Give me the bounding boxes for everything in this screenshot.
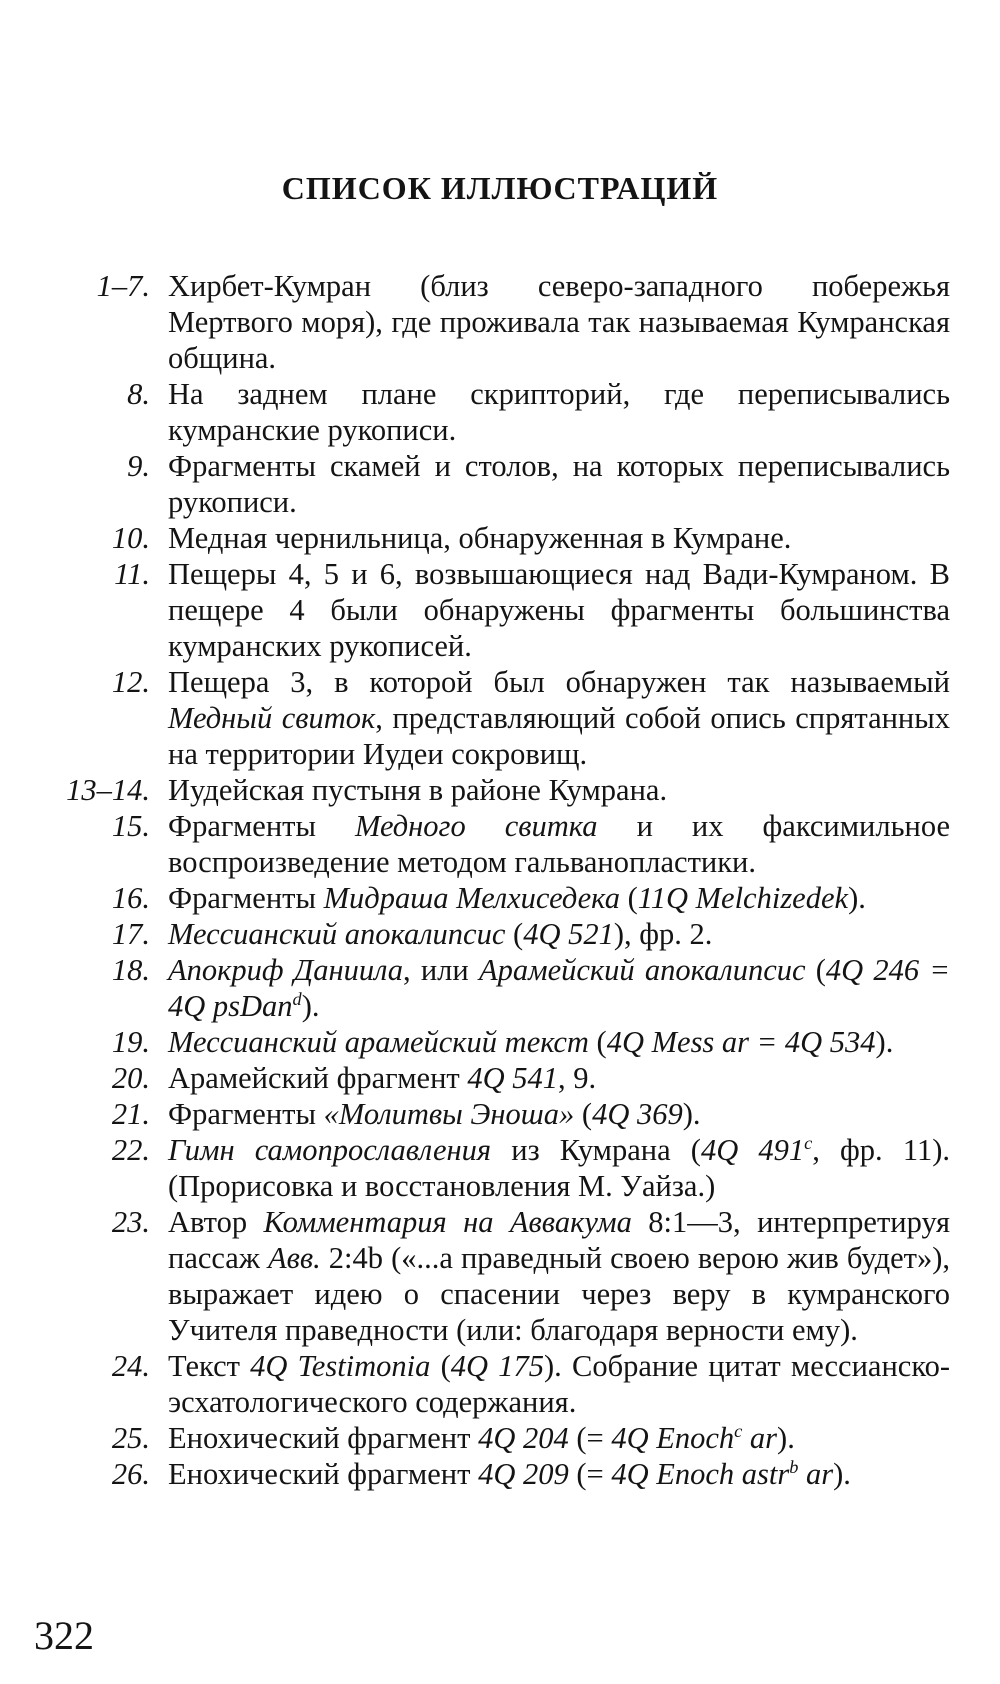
- illustration-list: [30, 268, 950, 1492]
- list-item: [30, 1096, 950, 1132]
- entry-number: 20.: [111, 1061, 150, 1095]
- entry-number: 11.: [114, 557, 150, 591]
- list-item: [30, 556, 950, 664]
- list-item: [30, 1060, 950, 1096]
- entry-text: Пещера 3, в которой был обнаружен так называемый Медный свиток, представляющий собой опись спрятанных на территории Иудеи сокровищ.: [168, 665, 950, 771]
- entry-number: 13–14.: [66, 773, 150, 807]
- list-item: [30, 520, 950, 556]
- entry-text: Енохический фрагмент 4Q 204 (= 4Q Enoch$^c$ ar).: [168, 1420, 795, 1455]
- entry-number: 23.: [111, 1205, 150, 1239]
- entry-text: Текст 4Q Testimonia (4Q 175). Собрание цитат мессианско-эсхатологического содержания.: [168, 1349, 950, 1419]
- list-item: [30, 1456, 950, 1492]
- entry-text: Пещеры 4, 5 и 6, возвышающиеся над Вади-Кумраном. В пещере 4 были обнаружены фрагменты большинства кумранских рукописей.: [168, 557, 950, 663]
- list-item: [30, 880, 950, 916]
- entry-number: 21.: [111, 1097, 150, 1131]
- entry-number: 26.: [111, 1457, 150, 1491]
- list-item: [30, 448, 950, 520]
- entry-number: 12.: [111, 665, 150, 699]
- entry-number: 15.: [111, 809, 150, 843]
- entry-text: Мессианский апокалипсис (4Q 521), фр. 2.: [168, 917, 713, 951]
- page-title: СПИСОК ИЛЛЮСТРАЦИЙ: [281, 170, 719, 206]
- entry-number: 22.: [111, 1133, 150, 1167]
- entry-number: 19.: [111, 1025, 150, 1059]
- list-item: [30, 1024, 950, 1060]
- entry-text: Фрагменты Медного свитка и их факсимильное воспроизведение методом гальванопластики.: [168, 809, 950, 879]
- list-item: [30, 1420, 950, 1456]
- entry-number: 25.: [111, 1421, 150, 1455]
- entry-text: Медная чернильница, обнаруженная в Кумране.: [168, 521, 792, 555]
- entry-text: Арамейский фрагмент 4Q 541, 9.: [168, 1061, 597, 1095]
- list-item: [30, 952, 950, 1024]
- entry-text: Хирбет-Кумран (близ северо-западного побережья Мертвого моря), где проживала так называемая Кумранская община.: [168, 269, 950, 375]
- entry-text: Мессианский арамейский текст (4Q Mess ar = 4Q 534).: [168, 1025, 894, 1059]
- entry-text: Иудейская пустыня в районе Кумрана.: [168, 773, 668, 807]
- entry-number: 16.: [111, 881, 150, 915]
- entry-text: Фрагменты Мидраша Мелхиседека (11Q Melchizedek).: [168, 881, 866, 915]
- list-item: [30, 664, 950, 772]
- entry-text: Фрагменты «Молитвы Эноша» (4Q 369).: [168, 1097, 701, 1131]
- list-item: [30, 808, 950, 880]
- entry-number: 1–7.: [96, 269, 150, 303]
- list-item: [30, 268, 950, 376]
- list-item: [30, 376, 950, 448]
- entry-text: Апокриф Даниила, или Арамейский апокалипсис (4Q 246 = 4Q psDan$^d$).: [168, 953, 950, 1023]
- list-item: [30, 1348, 950, 1420]
- page-number: 322: [34, 1613, 94, 1658]
- entry-text: На заднем плане скрипторий, где переписывались кумранские рукописи.: [168, 377, 950, 447]
- list-item: [30, 916, 950, 952]
- entry-number: 17.: [111, 917, 150, 951]
- entry-text: Енохический фрагмент 4Q 209 (= 4Q Enoch astr$^b$ ar).: [168, 1456, 851, 1491]
- entry-number: 9.: [127, 449, 150, 483]
- entry-text: Фрагменты скамей и столов, на которых переписывались рукописи.: [168, 449, 950, 519]
- list-item: [30, 772, 950, 808]
- entry-text: Автор Комментария на Аввакума 8:1—3, интерпретируя пассаж Авв. 2:4b («...а праведный своею верою жив будет»), выражает идею о спасении через веру в кумранского Учителя праведности (или: благодаря верности ему).: [168, 1205, 950, 1347]
- entry-number: 24.: [111, 1349, 150, 1383]
- entry-number: 8.: [127, 377, 150, 411]
- entry-text: Гимн самопрославления из Кумрана (4Q 491$^c$, фр. 11). (Прорисовка и восстановления М. Уайза.): [168, 1132, 950, 1203]
- list-item: [30, 1204, 950, 1348]
- list-item: [30, 1132, 950, 1204]
- entry-number: 18.: [111, 953, 150, 987]
- entry-number: 10.: [111, 521, 150, 555]
